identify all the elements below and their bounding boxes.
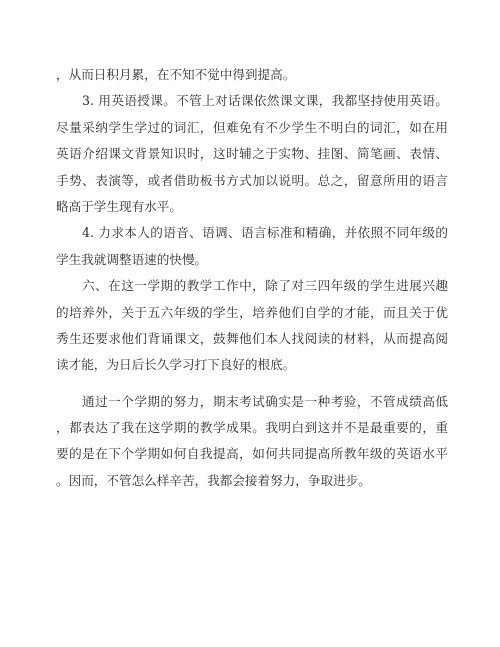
paragraph-continuation	[56, 62, 448, 88]
text-line: ，从而日积月累，在不知不觉中得到提高。	[56, 67, 296, 82]
text-line: 的培养外，关于五六年级的学生，培养他们自学的才能，而且关于优	[56, 304, 448, 320]
text-line: 英语介绍课文背景知识时，这时辅之于实物、挂图、简笔画、表情、	[56, 146, 448, 162]
paragraph-english-teaching	[56, 88, 448, 220]
text-line: 3. 用英语授课。不管上对话课依然课文课，我都坚持使用英语。	[82, 93, 448, 109]
text-line: ，都表达了我在这学期的教学成果。我明白到这并不是最重要的，重	[56, 420, 448, 436]
text-line: 秀生还要求他们背诵课文，鼓舞他们本人找阅读的材料，从而提高阅	[56, 330, 448, 346]
text-line: 手势、表演等，或者借助板书方式加以说明。总之，留意所用的语言	[56, 172, 448, 188]
text-line: 通过一个学期的努力，期末考试确实是一种考验，不管成绩高低	[82, 393, 448, 409]
text-line: 略高于学生现有水平。	[56, 198, 182, 214]
paragraph-section-six	[56, 273, 448, 379]
text-line: 学生我就调整语速的快慢。	[56, 251, 208, 267]
paragraph-summary	[56, 389, 448, 495]
text-line: 尽量采纳学生学过的词汇，但难免有不少学生不明白的词汇，如在用	[56, 119, 448, 135]
text-line: 读才能，为日后长久学习打下良好的根底。	[56, 357, 296, 373]
text-line: 要的是在下个学期如何自我提高，如何共同提高所教年级的英语水平	[56, 446, 448, 462]
paragraph-pronunciation	[56, 220, 448, 273]
document-body	[56, 62, 448, 494]
text-line: 六、在这一学期的教学工作中，除了对三四年级的学生进展兴趣	[82, 278, 448, 294]
text-line: 。因而，不管怎么样辛苦，我都会接着努力，争取进步。	[56, 472, 371, 488]
text-line: 4. 力求本人的语音、语调、语言标准和精确，并依照不同年级的	[82, 225, 448, 241]
